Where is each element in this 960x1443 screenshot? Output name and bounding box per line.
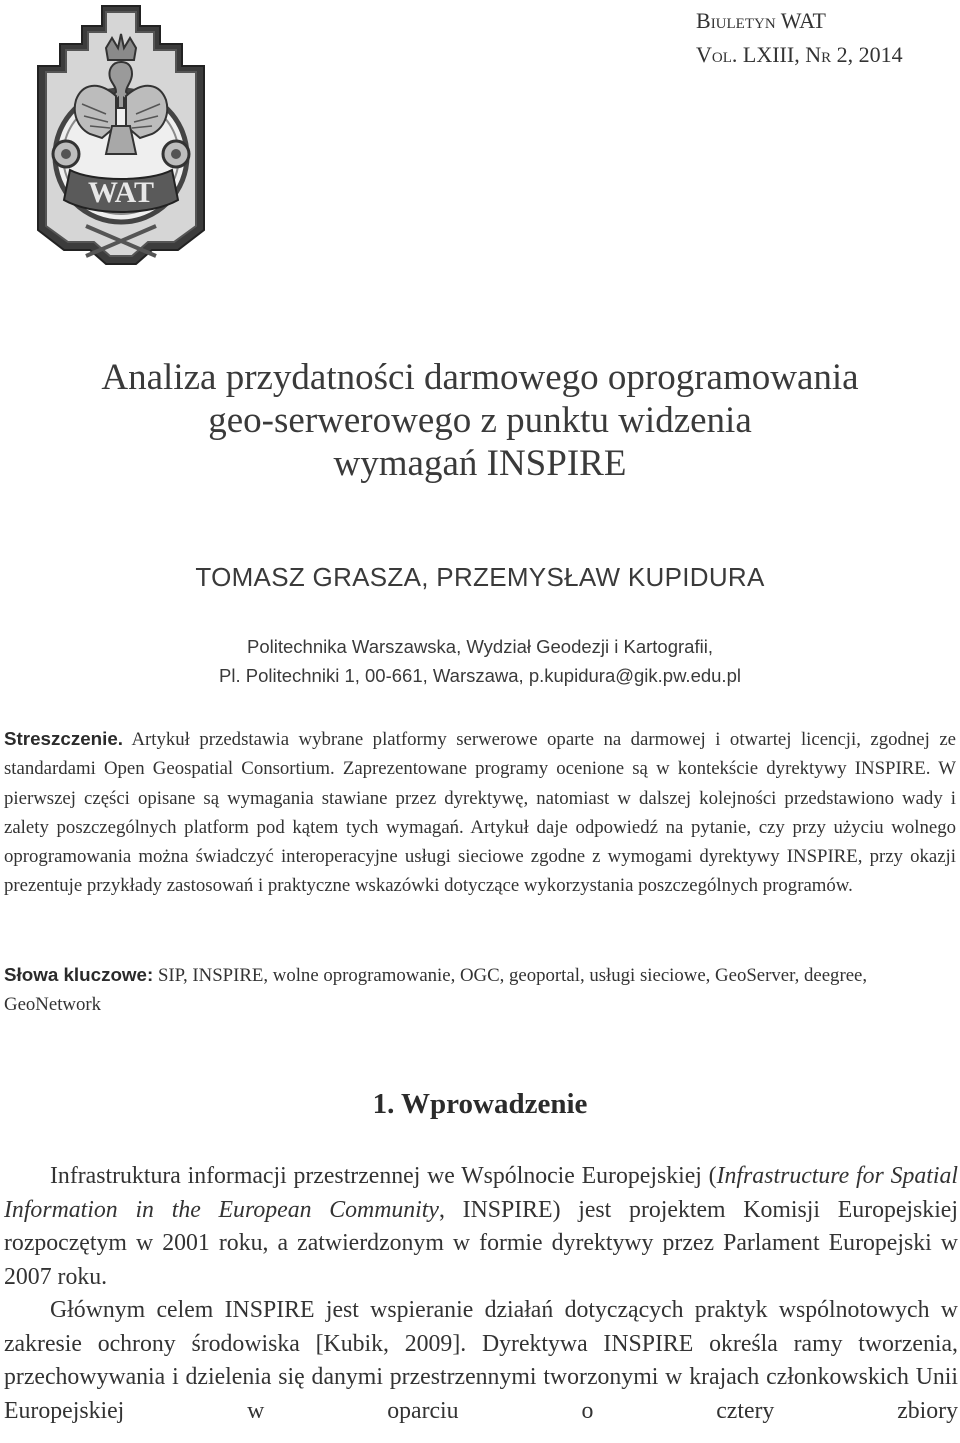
affiliation-line-1: Politechnika Warszawska, Wydział Geodezji i Kartografii, <box>247 636 713 657</box>
body-text <box>4 1160 958 1428</box>
keywords-label: Słowa kluczowe: <box>4 964 154 985</box>
volume-initial: V <box>696 42 712 67</box>
journal-name-initial: B <box>696 8 711 33</box>
keywords-text: SIP, INSPIRE, wolne oprogramowanie, OGC, geoportal, usługi sieciowe, GeoServer, deegree, GeoNetwork <box>4 965 868 1016</box>
journal-name-tail: WAT <box>775 8 826 33</box>
keywords <box>4 960 956 1020</box>
title-line-1: Analiza przydatności darmowego oprogramowania <box>101 357 859 398</box>
journal-volume <box>696 38 958 72</box>
volume-rest: ol <box>711 42 732 67</box>
paragraph-1 <box>4 1160 958 1294</box>
volume-number: . LXIII, N <box>731 42 822 67</box>
journal-name <box>696 4 958 38</box>
journal-name-rest: iuletyn <box>710 8 776 33</box>
author-affiliation <box>0 632 960 690</box>
issue-year: 2, 2014 <box>831 42 903 67</box>
issue-abbrev: r <box>821 42 832 67</box>
title-line-3: wymagań INSPIRE <box>333 443 627 484</box>
paragraph-1-end: , INSPIRE) jest projektem Komisji Europejskiej rozpoczętym w 2001 roku, a zatwierdzonym w formie dyrektywy przez Parlament Europejski w 2007 roku. <box>4 1196 958 1290</box>
abstract <box>4 724 956 901</box>
article-title <box>0 356 960 485</box>
section-heading: 1. Wprowadzenie <box>372 1088 588 1120</box>
paragraph-2: Głównym celem INSPIRE jest wspieranie działań dotyczących praktyk wspólnotowych w zakresie ochrony środowiska [Kubik, 2009]. Dyrektywa INSPIRE określa ramy tworzenia, przechowywania i dzielenia się danymi przestrzennymi tworzonymi w krajach członkowskich Unii Europejskiej w oparciu o cztery zbiory <box>4 1297 958 1424</box>
title-line-2: geo-serwerowego z punktu widzenia <box>208 400 752 441</box>
article-authors: TOMASZ GRASZA, PRZEMYSŁAW KUPIDURA <box>195 562 765 592</box>
abstract-label: Streszczenie. <box>4 728 124 749</box>
logo-text: WAT <box>87 176 155 209</box>
paragraph-1-italic: Infrastructure for Spatial Information in the European Community <box>4 1163 958 1223</box>
abstract-text: Artykuł przedstawia wybrane platformy serwerowe oparte na darmowej i otwartej licencji, zgodnej ze standardami Open Geospatial Consortium. Zaprezentowane programy ocenione są w kontekście dyrektywy INSPIRE. W pierwszej części opisane są wymagania stawiane przez dyrektywę, natomiast w dalszej kolejności przedstawiono wady i zalety poszczególnych platform pod kątem tych wymagań. Artykuł daje odpowiedź na pytanie, czy przy użyciu wolnego oprogramowania można świadczyć interoperacyjne usługi sieciowe zgodne z wymogami dyrektywy INSPIRE, przy okazji prezentuje przykłady zastosowań i praktyczne wskazówki dotyczące wykorzystania poszczególnych programów. <box>4 729 956 897</box>
wat-emblem-logo <box>32 4 210 266</box>
affiliation-line-2: Pl. Politechniki 1, 00-661, Warszawa, p.kupidura@gik.pw.edu.pl <box>219 665 741 686</box>
paragraph-1-start: Infrastruktura informacji przestrzennej we Wspólnocie Europejskiej ( <box>50 1163 717 1189</box>
journal-header <box>696 4 958 72</box>
